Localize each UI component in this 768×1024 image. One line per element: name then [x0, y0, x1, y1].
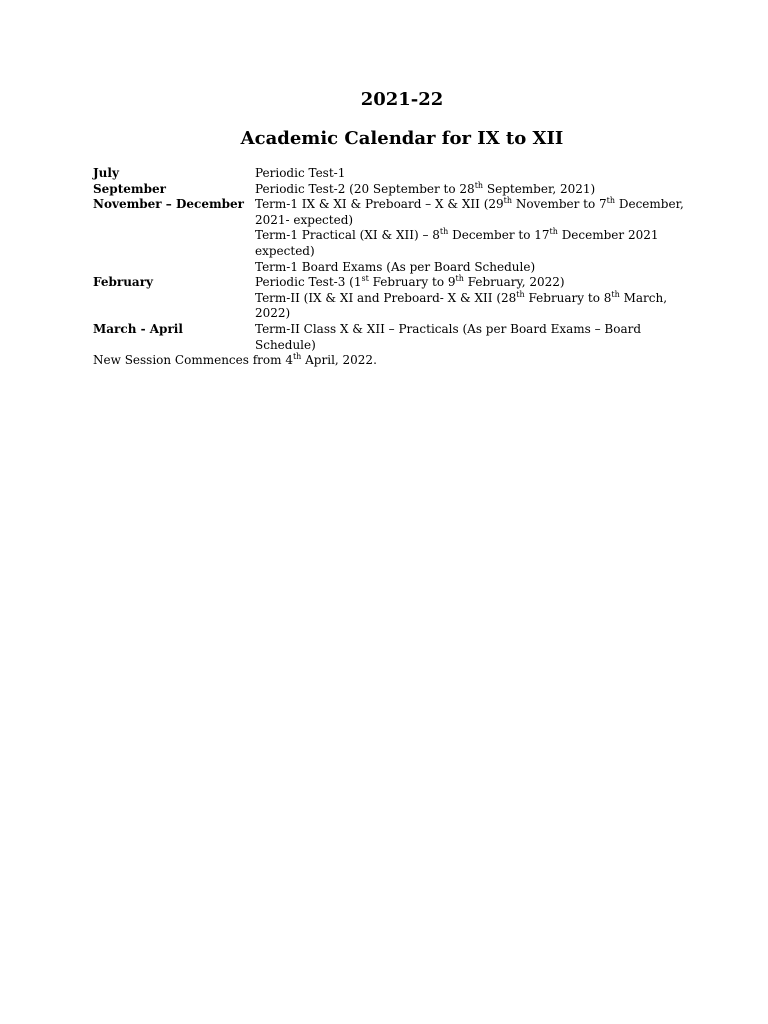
month-cell — [93, 291, 255, 322]
event-cell: Periodic Test-3 (1st February to 9th February, 2022) — [255, 274, 565, 290]
ordinal-suffix: th — [549, 227, 558, 237]
month-cell: November – December — [93, 197, 245, 212]
ordinal-suffix: th — [474, 180, 484, 190]
document-page — [93, 86, 693, 369]
event-cell: Periodic Test-1 — [255, 166, 346, 180]
ordinal-suffix: th — [292, 352, 302, 362]
month-cell — [93, 260, 255, 276]
event-cell: Term-1 IX & XI & Preboard – X & XII (29th November to 7th December, 2021- expected) — [255, 196, 684, 227]
calendar-row — [93, 228, 685, 259]
calendar-row — [93, 197, 685, 228]
month-cell — [93, 228, 255, 259]
ordinal-suffix: th — [455, 274, 464, 284]
event-cell: Term-II (IX & XI and Preboard- X & XII (28th February to 8th March, 2022) — [255, 289, 668, 321]
calendar-row — [93, 260, 685, 276]
ordinal-suffix: st — [361, 274, 369, 284]
calendar-row — [93, 322, 685, 353]
event-cell: Term-II Class X & XII – Practicals (As per Board Exams – Board Schedule) — [255, 321, 642, 352]
calendar-row — [93, 166, 685, 182]
calendar-row — [93, 291, 685, 322]
ordinal-suffix: th — [516, 289, 525, 299]
event-cell: Term-1 Board Exams (As per Board Schedule) — [255, 259, 536, 274]
ordinal-suffix: th — [439, 227, 449, 237]
calendar-title: Academic Calendar for IX to XII — [240, 128, 564, 149]
calendar-row — [93, 182, 685, 198]
month-cell: February — [93, 275, 154, 290]
month-cell: March - April — [93, 321, 183, 336]
ordinal-suffix: th — [611, 289, 620, 299]
month-cell: September — [93, 181, 166, 196]
ordinal-suffix: th — [503, 196, 513, 206]
ordinal-suffix: th — [606, 196, 616, 206]
calendar-row — [93, 275, 685, 291]
calendar-table — [93, 166, 685, 353]
new-session-note: New Session Commences from 4th April, 2022. — [93, 352, 377, 368]
event-cell: Periodic Test-2 (20 September to 28th September, 2021) — [255, 180, 596, 196]
month-cell: July — [93, 166, 119, 180]
event-cell: Term-1 Practical (XI & XII) – 8th December to 17th December 2021 expected) — [255, 227, 659, 258]
academic-year-heading: 2021-22 — [360, 89, 444, 110]
